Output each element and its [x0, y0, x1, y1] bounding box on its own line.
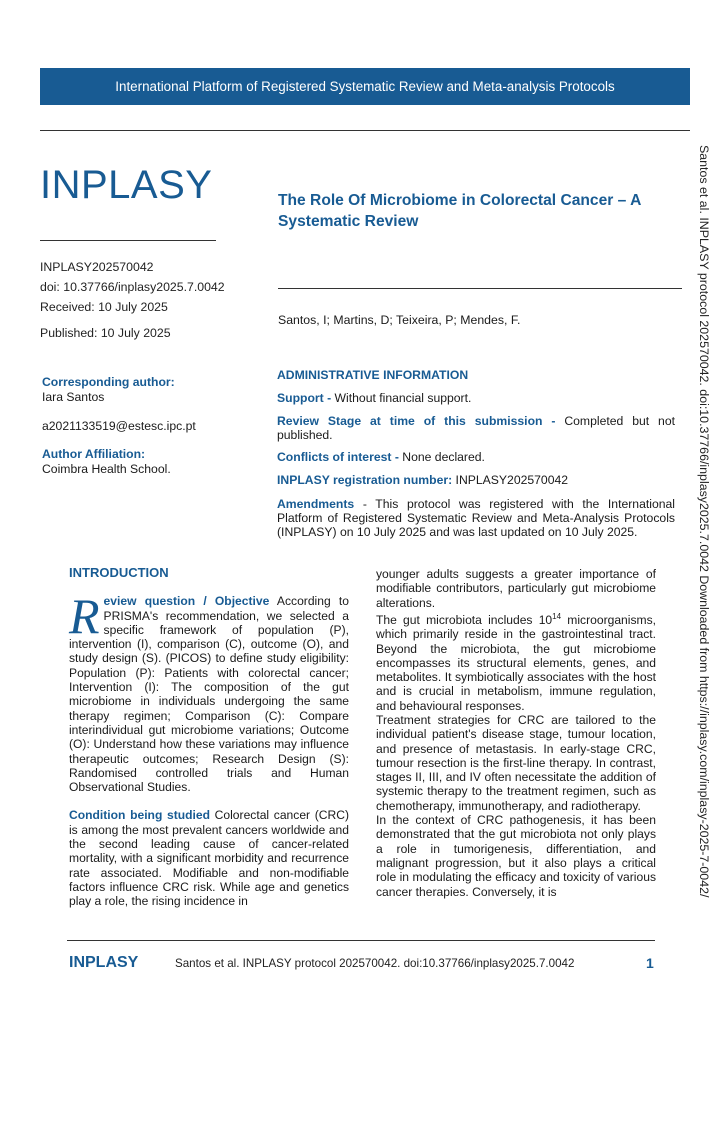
- microbiota-text-a: The gut microbiota includes 10: [376, 612, 553, 627]
- introduction-heading: INTRODUCTION: [69, 565, 169, 580]
- affiliation-value: Coimbra Health School.: [42, 462, 171, 476]
- corresponding-author-name: Iara Santos: [42, 390, 105, 404]
- corresponding-author-label: Corresponding author:: [42, 375, 175, 389]
- conflicts-line: [277, 450, 675, 464]
- support-value: Without financial support.: [331, 391, 472, 405]
- top-divider: [40, 130, 690, 131]
- title-divider: [278, 288, 682, 289]
- conflicts-label: Conflicts of interest -: [277, 450, 399, 464]
- review-question-paragraph: [69, 588, 349, 795]
- affiliation-label: Author Affiliation:: [42, 447, 146, 461]
- logo-divider: [40, 240, 216, 241]
- condition-label: Condition being studied: [69, 808, 210, 823]
- page-number: 1: [646, 955, 654, 971]
- review-question-text: According to PRISMA's recommendation, we selected a specific framework of population (P), intervention (I), comparison (C), outcome (O), and study design (S). (PICOS) to define study eligibility: Population (P): Patients with colorectal cancer; Intervention (I): The composition of the gut microbiome in individuals undergoing the same therapy regimen; Comparison (C): Compare interindividual gut microbiome variations; Outcome (O): Understand how these variations may influence therapeutic outcomes; Research Design (S): Randomised controlled trials and Human Observational Studies.: [69, 594, 349, 795]
- drop-cap: R: [69, 588, 100, 645]
- exponent: 14: [552, 611, 562, 621]
- inplasy-logo: INPLASY: [40, 163, 213, 207]
- side-citation: [697, 145, 711, 1145]
- published-date: Published: 10 July 2025: [40, 326, 171, 340]
- paragraph-microbiota: [376, 610, 656, 713]
- side-citation-text[interactable]: Santos et al. INPLASY protocol 202570042. doi:10.37766/inplasy2025.7.0042 Downloaded from https://inplasy.com/inplasy-2025-7-0042/: [697, 145, 711, 898]
- support-line: [277, 391, 675, 405]
- paper-title: The Role Of Microbiome in Colorectal Cancer – A Systematic Review: [278, 192, 641, 230]
- footer-divider: [67, 940, 655, 941]
- condition-paragraph: [69, 808, 349, 908]
- admin-heading: ADMINISTRATIVE INFORMATION: [277, 368, 469, 382]
- paragraph-treatment: Treatment strategies for CRC are tailored to the individual patient's disease stage, tumour location, and presence of metastasis. In early-stage CRC, tumour resection is the first-line therapy. In contrast, stages II, III, and IV often necessitate the addition of systemic therapy to the treatment regimen, such as chemotherapy, immunotherapy, and radiotherapy.: [376, 713, 656, 813]
- support-label: Support -: [277, 391, 332, 405]
- body-column-right: [376, 567, 656, 899]
- amendments-line: [277, 497, 675, 539]
- stage-line: [277, 414, 675, 442]
- stage-label: Review Stage at time of this submission -: [277, 414, 556, 428]
- paragraph-pathogenesis: In the context of CRC pathogenesis, it has been demonstrated that the gut microbiota not only plays a role in tumorigenesis, differentiation, and malignant progression, but it also plays a critical role in modulating the efficacy and toxicity of various cancer therapies. Conversely, it is: [376, 813, 656, 899]
- corresponding-author-email: a2021133519@estesc.ipc.pt: [42, 419, 196, 433]
- stage-value: Completed but not published.: [277, 414, 675, 442]
- authors: Santos, I; Martins, D; Teixeira, P; Mendes, F.: [278, 313, 521, 327]
- footer-logo: INPLASY: [69, 954, 139, 971]
- review-question-label: eview question / Objective: [103, 594, 270, 609]
- received-date: Received: 10 July 2025: [40, 300, 168, 314]
- paragraph-modifiable: younger adults suggests a greater importance of modifiable contributors, particularly gut microbiome alterations.: [376, 567, 656, 610]
- header-banner: International Platform of Registered Systematic Review and Meta-analysis Protocols: [40, 68, 690, 105]
- registration-label: INPLASY registration number:: [277, 473, 453, 487]
- registration-value: INPLASY202570042: [452, 473, 569, 487]
- amendments-label: Amendments: [277, 497, 355, 511]
- conflicts-value: None declared.: [398, 450, 485, 464]
- amendments-value: - This protocol was registered with the International Platform of Registered Systematic Review and Meta-Analysis Protocols (INPLASY) on 10 July 2025 and was last updated on 10 July 2025.: [277, 497, 675, 539]
- condition-text: Colorectal cancer (CRC) is among the most prevalent cancers worldwide and the second leading cause of cancer-related mortality, with a significant morbidity and recurrence rate associated. Modifiable and non-modifiable factors influence CRC risk. While age and genetics play a role, the rising incidence in: [69, 808, 349, 909]
- microbiota-text-b: microorganisms, which primarily reside in the gastrointestinal tract. Beyond the microbiota, the gut microbiome encompasses its structural elements, genes, and metabolites. It symbiotically associates with the host and is crucial in metabolism, immune regulation, and behavioural responses.: [376, 612, 656, 713]
- body-column-left: [69, 566, 349, 909]
- registration-line: [277, 473, 675, 487]
- doi: doi: 10.37766/inplasy2025.7.0042: [40, 280, 225, 294]
- protocol-id: INPLASY202570042: [40, 260, 154, 274]
- footer-citation: Santos et al. INPLASY protocol 202570042. doi:10.37766/inplasy2025.7.0042: [175, 957, 575, 970]
